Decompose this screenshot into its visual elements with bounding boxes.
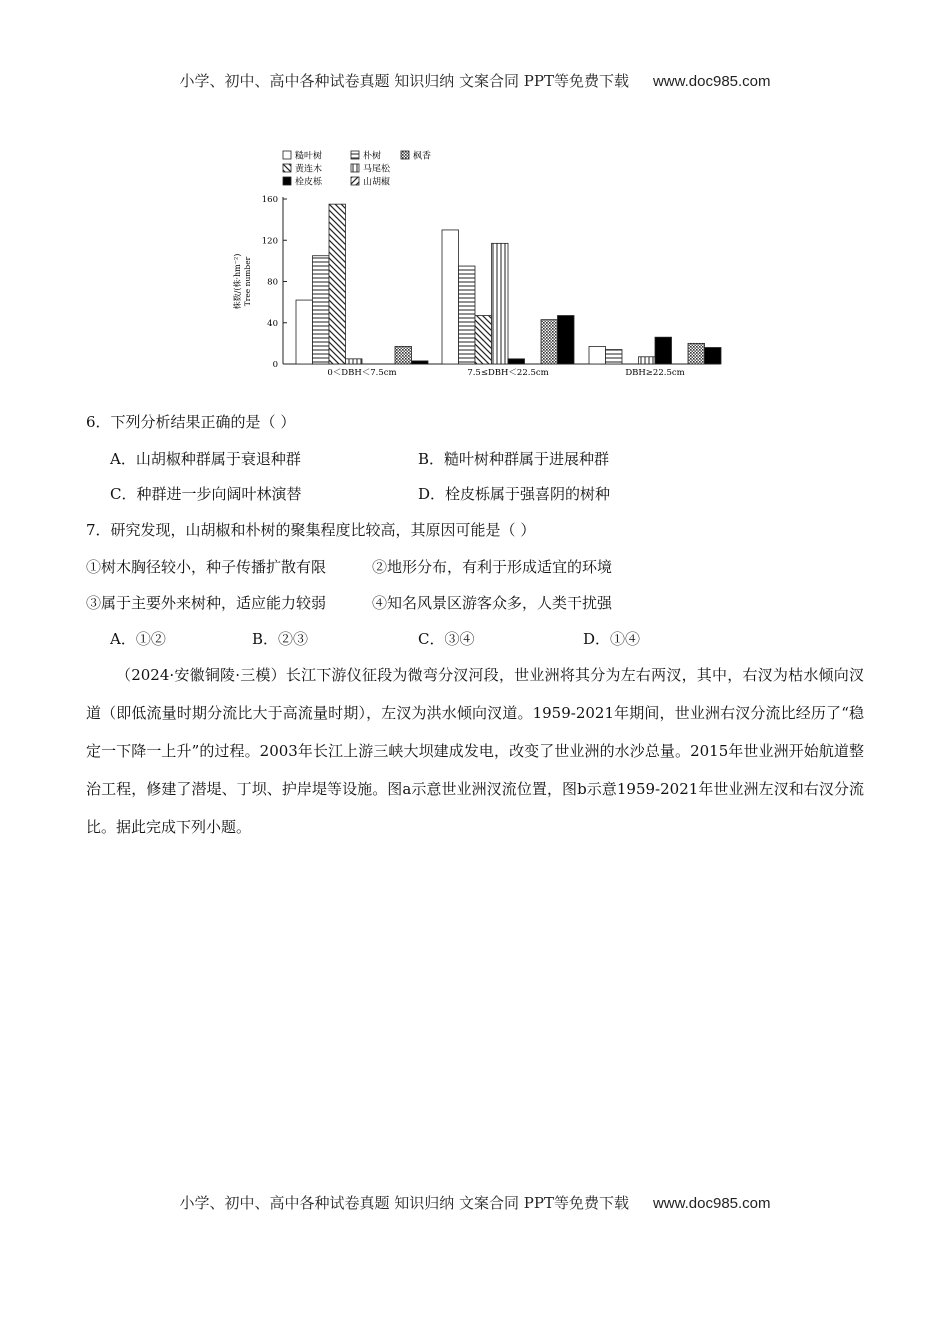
footer-url[interactable]: www.doc985.com: [652, 1195, 771, 1212]
bar-糙叶树-2: [442, 230, 459, 364]
legend-swatch-马尾松: [351, 164, 359, 172]
legend-label: 马尾松: [363, 164, 391, 175]
bar-马尾松-2: [492, 243, 509, 364]
x-tick-label: 0＜DBH＜7.5cm: [327, 368, 397, 378]
bar-栓皮栎-3: [655, 337, 672, 364]
y-tick-label: 80: [267, 277, 278, 288]
y-tick-label: 160: [261, 195, 278, 205]
bar-栓皮栎-3: [705, 348, 722, 365]
bar-马尾松-3: [639, 357, 656, 364]
x-tick-label: DBH≥22.5cm: [625, 368, 685, 378]
bar-栓皮栎-2: [558, 316, 575, 364]
legend-label: 朴树: [363, 151, 382, 162]
legend-swatch-朴树: [351, 151, 359, 159]
legend-swatch-枫香: [401, 151, 409, 159]
bar-马尾松-1: [346, 359, 363, 364]
legend-swatch-山胡椒: [351, 177, 359, 185]
q6-option-d[interactable]: D．栓皮栎属于强喜阴的树种: [418, 485, 611, 503]
question-6-stem: 6．下列分析结果正确的是（ ）: [86, 413, 296, 431]
footer-text: 小学、初中、高中各种试卷真题 知识归纳 文案合同 PPT等免费下载: [179, 1194, 629, 1212]
bar-糙叶树-1: [296, 300, 313, 364]
q7-statement-2: ②地形分布，有利于形成适宜的环境: [372, 558, 613, 576]
bar-枫香-2: [541, 320, 558, 364]
bar-枫香-3: [688, 343, 705, 364]
legend-label: 糙叶树: [295, 151, 323, 162]
chart-bars: [296, 204, 721, 364]
reading-passage: （2024·安徽铜陵·三模）长江下游仪征段为微弯分汊河段，世业洲将其分为左右两汊，其中，右汊为枯水倾向汊道（即低流量时期分流比大于高流量时期），左汊为洪水倾向汊道。1959-2021年期间，世业洲右汊分流比经历了“稳定一下降一上升”的过程。2003年长江上游三峡大坝建成发电，改变了世业洲的水沙总量。2015年世业洲开始航道整治工程，修建了潜堤、丁坝、护岸堤等设施。图a示意世业洲汊流位置，图b示意1959-2021年世业洲左汊和右汊分流比。据此完成下列小题。: [86, 666, 864, 836]
q7-statement-4: ④知名风景区游客众多，人类干扰强: [372, 594, 613, 612]
page-header: [0, 70, 950, 91]
q7-option-a[interactable]: A．①②: [110, 630, 166, 648]
q6-option-c[interactable]: C．种群进一步向阔叶林演替: [110, 485, 302, 503]
bar-栓皮栎-2: [508, 359, 525, 364]
bar-枫香-1: [395, 346, 412, 364]
bar-糙叶树-3: [589, 346, 606, 364]
bar-朴树-3: [606, 350, 623, 364]
y-tick-label: 40: [267, 318, 278, 329]
bar-朴树-2: [459, 266, 476, 364]
legend-swatch-栓皮栎: [283, 177, 291, 185]
y-axis-label: 株数/(株·hm⁻²): [233, 253, 242, 310]
bar-栓皮栎-1: [412, 361, 429, 364]
q7-statement-3: ③属于主要外来树种，适应能力较弱: [86, 594, 327, 612]
q7-statement-1: ①树木胸径较小，种子传播扩散有限: [86, 558, 327, 576]
legend-swatch-糙叶树: [283, 151, 291, 159]
header-text: 小学、初中、高中各种试卷真题 知识归纳 文案合同 PPT等免费下载: [179, 72, 629, 90]
q7-option-b[interactable]: B．②③: [252, 630, 309, 648]
header-url[interactable]: www.doc985.com: [652, 73, 771, 90]
legend-swatch-黄连木: [283, 164, 291, 172]
y-tick-label: 0: [272, 360, 278, 370]
tree-number-bar-chart: [228, 145, 728, 385]
legend-label: 枫香: [413, 151, 432, 162]
bar-黄连木-2: [475, 316, 492, 364]
bar-黄连木-1: [329, 204, 346, 364]
q7-option-d[interactable]: D．①④: [583, 630, 641, 648]
question-7-stem: 7．研究发现，山胡椒和朴树的聚集程度比较高，其原因可能是（ ）: [86, 521, 536, 539]
page-footer: [0, 1192, 950, 1213]
q6-option-b[interactable]: B．糙叶树种群属于进展种群: [418, 450, 610, 468]
legend-label: 栓皮栎: [295, 177, 323, 188]
legend-label: 黄连木: [295, 164, 323, 175]
chart-legend: [283, 150, 431, 188]
y-axis-label-en: Tree number: [243, 256, 252, 307]
q7-option-c[interactable]: C．③④: [418, 630, 475, 648]
y-tick-label: 120: [261, 236, 278, 247]
q6-option-a[interactable]: A．山胡椒种群属于衰退种群: [110, 450, 301, 468]
bar-朴树-1: [313, 256, 330, 364]
legend-label: 山胡椒: [363, 177, 391, 188]
x-tick-label: 7.5≤DBH＜22.5cm: [467, 368, 549, 378]
